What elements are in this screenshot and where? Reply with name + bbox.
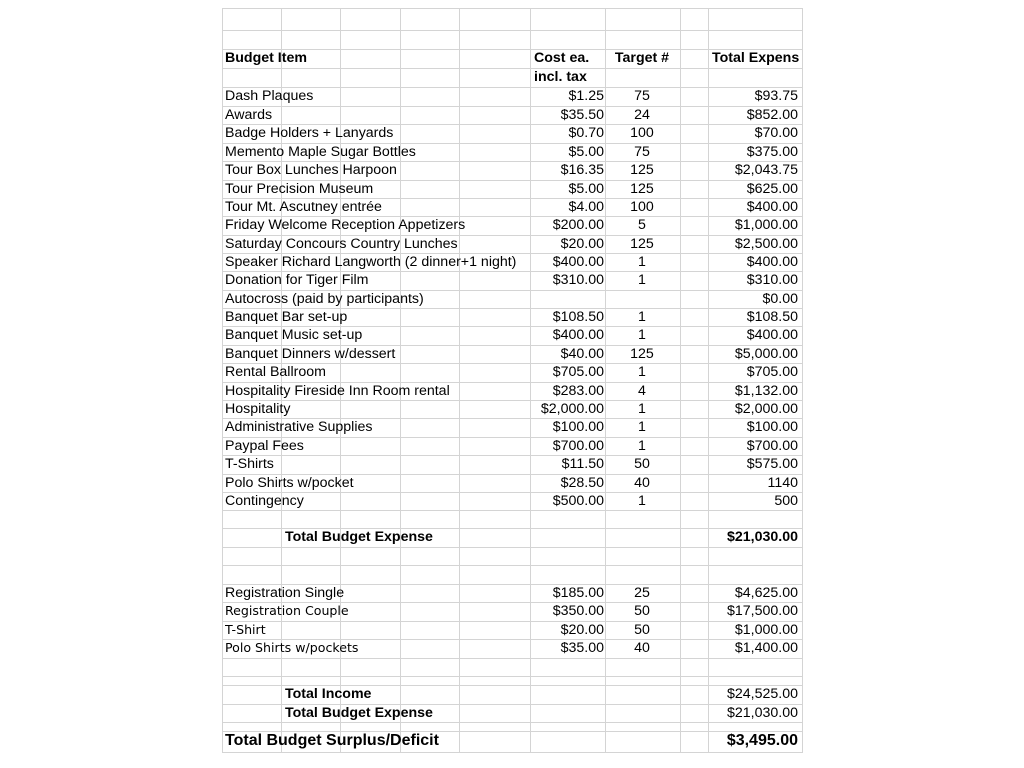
expense-target: 1: [638, 253, 646, 270]
total-budget-expense-row: [222, 528, 803, 547]
expense-row: [222, 271, 803, 290]
expense-item: Polo Shirts w/pocket: [225, 474, 354, 491]
expense-item: Banquet Bar set-up: [225, 308, 348, 325]
expense-item: Donation for Tiger Film: [225, 272, 369, 289]
expense-row: [222, 474, 803, 492]
expense-target: 4: [638, 382, 646, 399]
expense-total: 500: [774, 492, 798, 509]
income-target: 50: [634, 621, 650, 638]
expense-cost: $108.50: [552, 308, 604, 325]
expense-cost: $11.50: [561, 456, 604, 473]
expense-item: Hospitality Fireside Inn Room rental: [225, 382, 450, 399]
expense-row: [222, 492, 803, 510]
surplus-row: [222, 731, 803, 751]
expense-cost: $35.50: [560, 106, 604, 123]
income-item: Registration Single: [225, 584, 345, 601]
income-item: Registration Couple: [225, 602, 349, 618]
expense-total: $70.00: [754, 125, 798, 142]
header-cost-each: Cost ea.: [534, 50, 590, 67]
expense-row: [222, 235, 803, 253]
expense-cost: $310.00: [552, 272, 604, 289]
expense-row: [222, 143, 803, 161]
income-cost: $185.00: [552, 584, 604, 601]
expense-total: $400.00: [746, 327, 798, 344]
expense-cost: $2,000.00: [540, 400, 604, 417]
expense-item: Hospitality: [225, 400, 291, 417]
expense-target: 40: [634, 474, 650, 491]
surplus-value: $3,495.00: [726, 732, 798, 749]
income-total: $17,500.00: [726, 602, 798, 619]
expense-target: [605, 290, 679, 308]
expense-cost: $400.00: [552, 327, 604, 344]
expense-target: 125: [630, 345, 654, 362]
expense-cost: $283.00: [552, 382, 604, 399]
expense-item: Dash Plaques: [225, 88, 314, 105]
expense-row: [222, 253, 803, 271]
income-row: [222, 584, 803, 602]
expense-cost: $4.00: [568, 198, 604, 215]
expense-total: $93.75: [754, 88, 798, 105]
header-row-2: [222, 68, 803, 87]
expense-item: Tour Mt. Ascutney entrée: [225, 198, 382, 215]
total-budget-expense-value: $21,030.00: [726, 529, 798, 546]
expense-row: [222, 124, 803, 143]
total-expense-summary-value: $21,030.00: [726, 705, 798, 722]
total-income-row: [222, 685, 803, 704]
total-budget-expense-label: Total Budget Expense: [285, 529, 433, 546]
expense-item: Autocross (paid by participants): [225, 290, 424, 307]
income-target: 25: [634, 584, 650, 601]
total-income-value: $24,525.00: [726, 686, 798, 703]
expense-row: [222, 180, 803, 198]
expense-target: 1: [638, 308, 646, 325]
expense-item: Tour Box Lunches Harpoon: [225, 162, 397, 179]
income-total: $1,400.00: [734, 639, 798, 656]
expense-target: 1: [638, 272, 646, 289]
expense-cost: $1.25: [568, 88, 604, 105]
expense-total: $400.00: [746, 198, 798, 215]
expense-row: [222, 216, 803, 235]
expense-row: [222, 290, 803, 308]
expense-total: $5,000.00: [734, 345, 798, 362]
expense-total: $2,043.75: [734, 162, 798, 179]
expense-row: [222, 437, 803, 455]
expense-cost: $0.70: [568, 125, 604, 142]
expense-row: [222, 326, 803, 345]
expense-item: Friday Welcome Reception Appetizers: [225, 217, 466, 234]
expense-target: 1: [638, 492, 646, 509]
expense-target: 75: [634, 88, 650, 105]
expense-item: Paypal Fees: [225, 437, 304, 454]
expense-target: 50: [634, 456, 650, 473]
expense-item: Memento Maple Sugar Bottles: [225, 143, 416, 160]
expense-row: [222, 382, 803, 400]
expense-item: T-Shirts: [225, 456, 274, 473]
expense-target: 1: [638, 364, 646, 381]
expense-cost: $28.50: [560, 474, 604, 491]
header-budget-item: Budget Item: [225, 50, 307, 67]
income-target: 50: [634, 602, 650, 619]
surplus-label: Total Budget Surplus/Deficit: [225, 732, 439, 749]
expense-total: $2,000.00: [734, 400, 798, 417]
expense-total: $0.00: [762, 290, 798, 307]
income-row: [222, 639, 803, 657]
total-income-label: Total Income: [285, 686, 372, 703]
expense-target: 75: [634, 143, 650, 160]
expense-cost: $5.00: [568, 180, 604, 197]
expense-item: Administrative Supplies: [225, 419, 373, 436]
expense-item: Tour Precision Museum: [225, 180, 374, 197]
expense-target: 125: [630, 162, 654, 179]
income-row: [222, 602, 803, 620]
expense-target: 5: [638, 217, 646, 234]
expense-total: $700.00: [746, 437, 798, 454]
expense-item: Banquet Music set-up: [225, 327, 363, 344]
expense-item: Speaker Richard Langworth (2 dinner+1 night): [225, 253, 517, 270]
income-item: Polo Shirts w/pockets: [225, 639, 359, 655]
expense-row: [222, 87, 803, 106]
expense-item: Awards: [225, 106, 273, 123]
expense-total: $400.00: [746, 253, 798, 270]
expense-row: [222, 400, 803, 418]
expense-total: $852.00: [746, 106, 798, 123]
income-cost: $350.00: [552, 602, 604, 619]
total-expense-summary-row: [222, 704, 803, 723]
expense-row: [222, 363, 803, 382]
expense-row: [222, 455, 803, 474]
header-target: Target #: [614, 50, 670, 67]
expense-cost: $200.00: [552, 217, 604, 234]
expense-row: [222, 106, 803, 124]
header-row: [222, 49, 803, 68]
income-total: $1,000.00: [734, 621, 798, 638]
expense-cost: $700.00: [552, 437, 604, 454]
expense-total: $705.00: [746, 364, 798, 381]
expense-total: $375.00: [746, 143, 798, 160]
expense-item: Rental Ballroom: [225, 364, 326, 381]
header-total-expense: Total Expens: [712, 50, 800, 67]
header-incl-tax: incl. tax: [534, 69, 587, 86]
expense-cost: $500.00: [552, 492, 604, 509]
income-item: T-Shirt: [225, 621, 266, 637]
expense-item: Banquet Dinners w/dessert: [225, 345, 396, 362]
income-target: 40: [634, 639, 650, 656]
expense-cost: $20.00: [560, 235, 604, 252]
expense-cost: $40.00: [560, 345, 604, 362]
expense-target: 24: [634, 106, 650, 123]
expense-total: $1,132.00: [734, 382, 798, 399]
expense-cost: $5.00: [568, 143, 604, 160]
expense-target: 1: [638, 437, 646, 454]
expense-target: 125: [630, 180, 654, 197]
expense-total: $108.50: [746, 308, 798, 325]
total-expense-summary-label: Total Budget Expense: [285, 705, 433, 722]
expense-target: 125: [630, 235, 654, 252]
expense-row: [222, 345, 803, 363]
expense-cost: $100.00: [552, 419, 604, 436]
expense-item: Contingency: [225, 492, 304, 509]
income-total: $4,625.00: [734, 584, 798, 601]
expense-row: [222, 308, 803, 326]
expense-total: $575.00: [746, 456, 798, 473]
budget-spreadsheet: [222, 8, 803, 753]
expense-total: $310.00: [746, 272, 798, 289]
expense-total: $2,500.00: [734, 235, 798, 252]
spreadsheet-rows: [222, 8, 803, 753]
expense-item: Badge Holders + Lanyards: [225, 125, 394, 142]
expense-cost: $705.00: [552, 364, 604, 381]
expense-row: [222, 161, 803, 180]
expense-total: $625.00: [746, 180, 798, 197]
expense-target: 1: [638, 400, 646, 417]
expense-target: 100: [630, 198, 654, 215]
expense-target: 1: [638, 419, 646, 436]
expense-cost: [530, 290, 605, 308]
expense-target: 100: [630, 125, 654, 142]
expense-total: $100.00: [746, 419, 798, 436]
expense-target: 1: [638, 327, 646, 344]
income-cost: $35.00: [560, 639, 604, 656]
expense-cost: $16.35: [560, 162, 604, 179]
expense-item: Saturday Concours Country Lunches: [225, 235, 458, 252]
expense-total: $1,000.00: [734, 217, 798, 234]
expense-cost: $400.00: [552, 253, 604, 270]
expense-row: [222, 198, 803, 216]
expense-total: 1140: [767, 474, 798, 491]
expense-row: [222, 418, 803, 437]
income-row: [222, 621, 803, 639]
income-cost: $20.00: [560, 621, 604, 638]
